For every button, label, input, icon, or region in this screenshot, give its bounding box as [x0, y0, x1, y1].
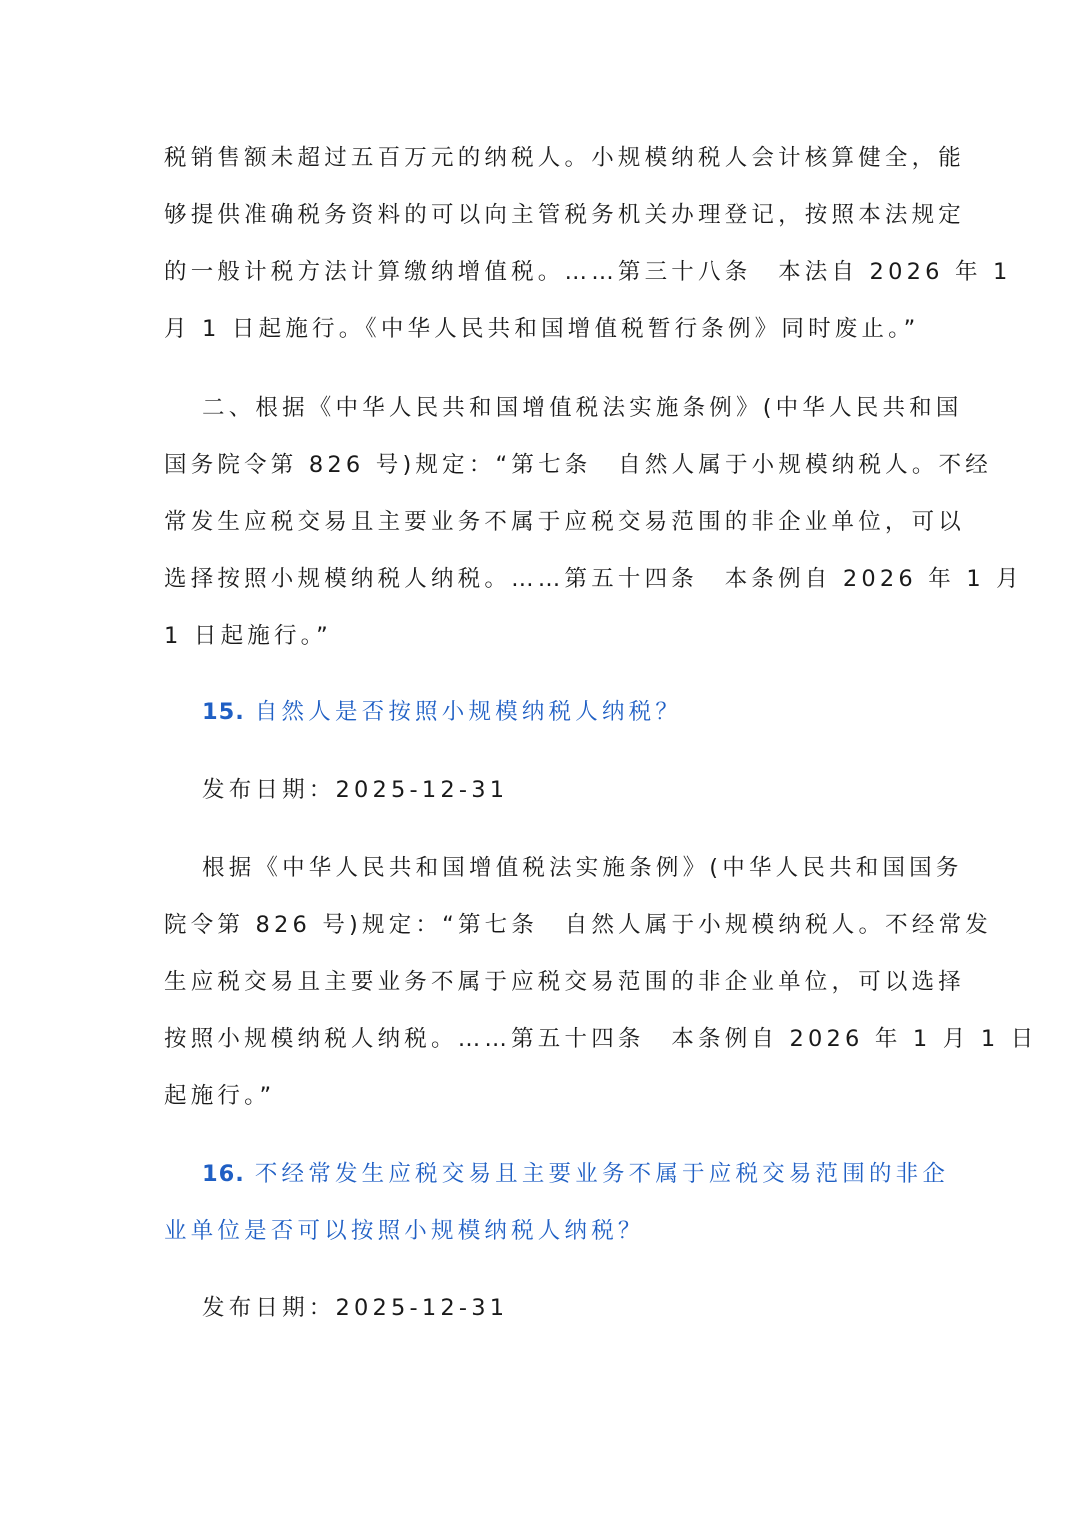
question-title: 自然人是否按照小规模纳税人纳税？ — [254, 699, 683, 725]
text-line: 的一般计税方法计算缴纳增值税。……第三十八条 本法自 2026 年 1 — [164, 259, 1012, 285]
question-16-heading — [164, 1146, 950, 1260]
paragraph-regulation-excerpt — [164, 380, 1023, 665]
text-line: 月 1 日起施行。《中华人民共和国增值税暂行条例》同时废止。” — [164, 316, 920, 342]
publish-date: 发布日期：2025-12-31 — [202, 777, 509, 803]
text-line: 按照小规模纳税人纳税。……第五十四条 本条例自 2026 年 1 月 1 日 — [164, 1026, 1038, 1052]
question-15-date — [164, 762, 916, 819]
question-title: 不经常发生应税交易且主要业务不属于应税交易范围的非企 — [254, 1161, 950, 1187]
question-number: 16. — [202, 1161, 245, 1187]
question-15-answer — [164, 840, 1038, 1125]
paragraph-law-excerpt — [164, 130, 1012, 358]
text-line: 够提供准确税务资料的可以向主管税务机关办理登记，按照本法规定 — [164, 202, 966, 228]
text-line: 国务院令第 826 号)规定：“第七条 自然人属于小规模纳税人。不经 — [164, 452, 992, 478]
text-line: 常发生应税交易且主要业务不属于应税交易范围的非企业单位，可以 — [164, 509, 966, 535]
text-line: 起施行。” — [164, 1083, 276, 1109]
heading-line — [164, 684, 916, 741]
text-line: 生应税交易且主要业务不属于应税交易范围的非企业单位，可以选择 — [164, 969, 966, 995]
text-line: 选择按照小规模纳税人纳税。……第五十四条 本条例自 2026 年 1 月 — [164, 566, 1023, 592]
text-line: 1 日起施行。” — [164, 623, 332, 649]
publish-date: 发布日期：2025-12-31 — [202, 1295, 509, 1321]
question-15-heading — [164, 684, 916, 741]
question-number: 15. — [202, 699, 245, 725]
heading-line: 业单位是否可以按照小规模纳税人纳税？ — [164, 1218, 645, 1244]
text-line: 院令第 826 号)规定：“第七条 自然人属于小规模纳税人。不经常发 — [164, 912, 992, 938]
text-line: 根据《中华人民共和国增值税法实施条例》(中华人民共和国国务 — [202, 855, 963, 881]
question-16-date — [164, 1280, 916, 1337]
text-line: 二、根据《中华人民共和国增值税法实施条例》(中华人民共和国 — [202, 395, 963, 421]
text-line: 税销售额未超过五百万元的纳税人。小规模纳税人会计核算健全，能 — [164, 145, 966, 171]
heading-line — [164, 1146, 950, 1203]
